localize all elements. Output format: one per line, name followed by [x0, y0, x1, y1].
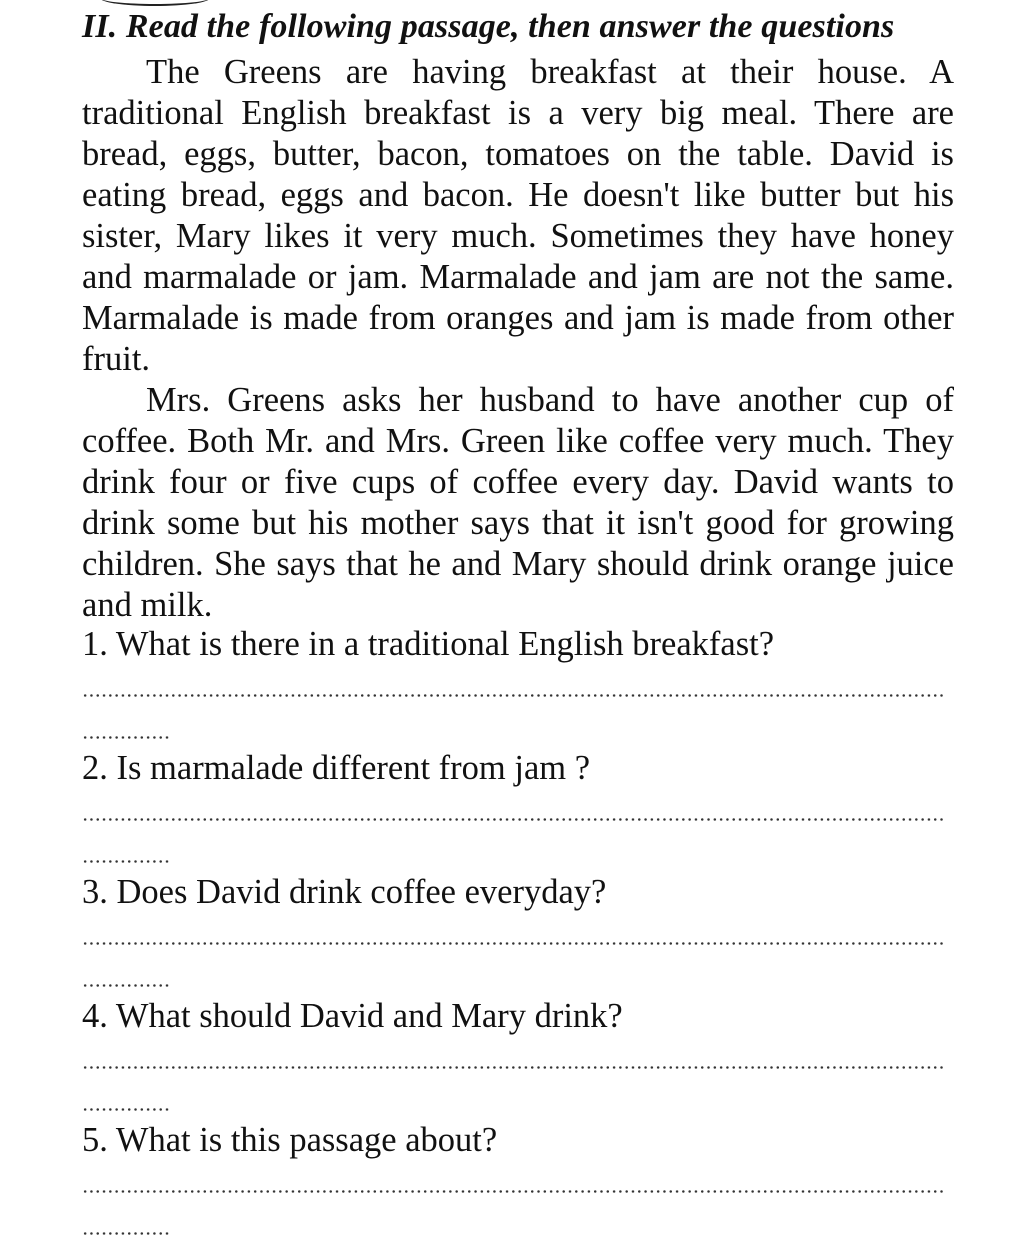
answer-dotted-line[interactable]	[82, 1190, 944, 1193]
answer-dotted-line[interactable]	[82, 1066, 944, 1069]
reading-passage	[82, 52, 954, 626]
section-heading: II. Read the following passage, then answer the questions	[82, 8, 895, 45]
passage-paragraph-1: The Greens are having breakfast at their house. A traditional English breakfast is a very big meal. There are bread, eggs, butter, bacon, tomatoes on the table. David is eating bread, eggs and bacon. He doesn't like butter but his sister, Mary likes it very much. Sometimes they have honey and marmalade or jam. Marmalade and jam are not the same. Marmalade is made from oranges and jam is made from other fruit.	[82, 53, 954, 378]
question-text: 1. What is there in a traditional English breakfast?	[82, 625, 775, 663]
question-text: 5. What is this passage about?	[82, 1121, 498, 1159]
answer-dotted-line[interactable]	[82, 942, 944, 945]
passage-paragraph-2: Mrs. Greens asks her husband to have another cup of coffee. Both Mr. and Mrs. Green like coffee very much. They drink four or five cups of coffee every day. David wants to drink some but his mother says that it isn't good for growing children. She says that he and Mary should drink orange juice and milk.	[82, 381, 954, 624]
answer-dotted-line-continuation[interactable]	[82, 860, 170, 863]
answer-dotted-line[interactable]	[82, 694, 944, 697]
answer-dotted-line-continuation[interactable]	[82, 984, 170, 987]
top-cutoff-mark	[100, 0, 210, 6]
question-list	[82, 624, 954, 1244]
question-item	[82, 624, 954, 748]
answer-dotted-line[interactable]	[82, 818, 944, 821]
answer-dotted-line-continuation[interactable]	[82, 1232, 170, 1235]
answer-dotted-line-continuation[interactable]	[82, 1108, 170, 1111]
answer-dotted-line-continuation[interactable]	[82, 736, 170, 739]
question-item	[82, 872, 954, 996]
question-text: 4. What should David and Mary drink?	[82, 997, 623, 1035]
question-item	[82, 748, 954, 872]
question-text: 2. Is marmalade different from jam ?	[82, 749, 591, 787]
question-item	[82, 996, 954, 1120]
question-item	[82, 1120, 954, 1244]
question-text: 3. Does David drink coffee everyday?	[82, 873, 607, 911]
